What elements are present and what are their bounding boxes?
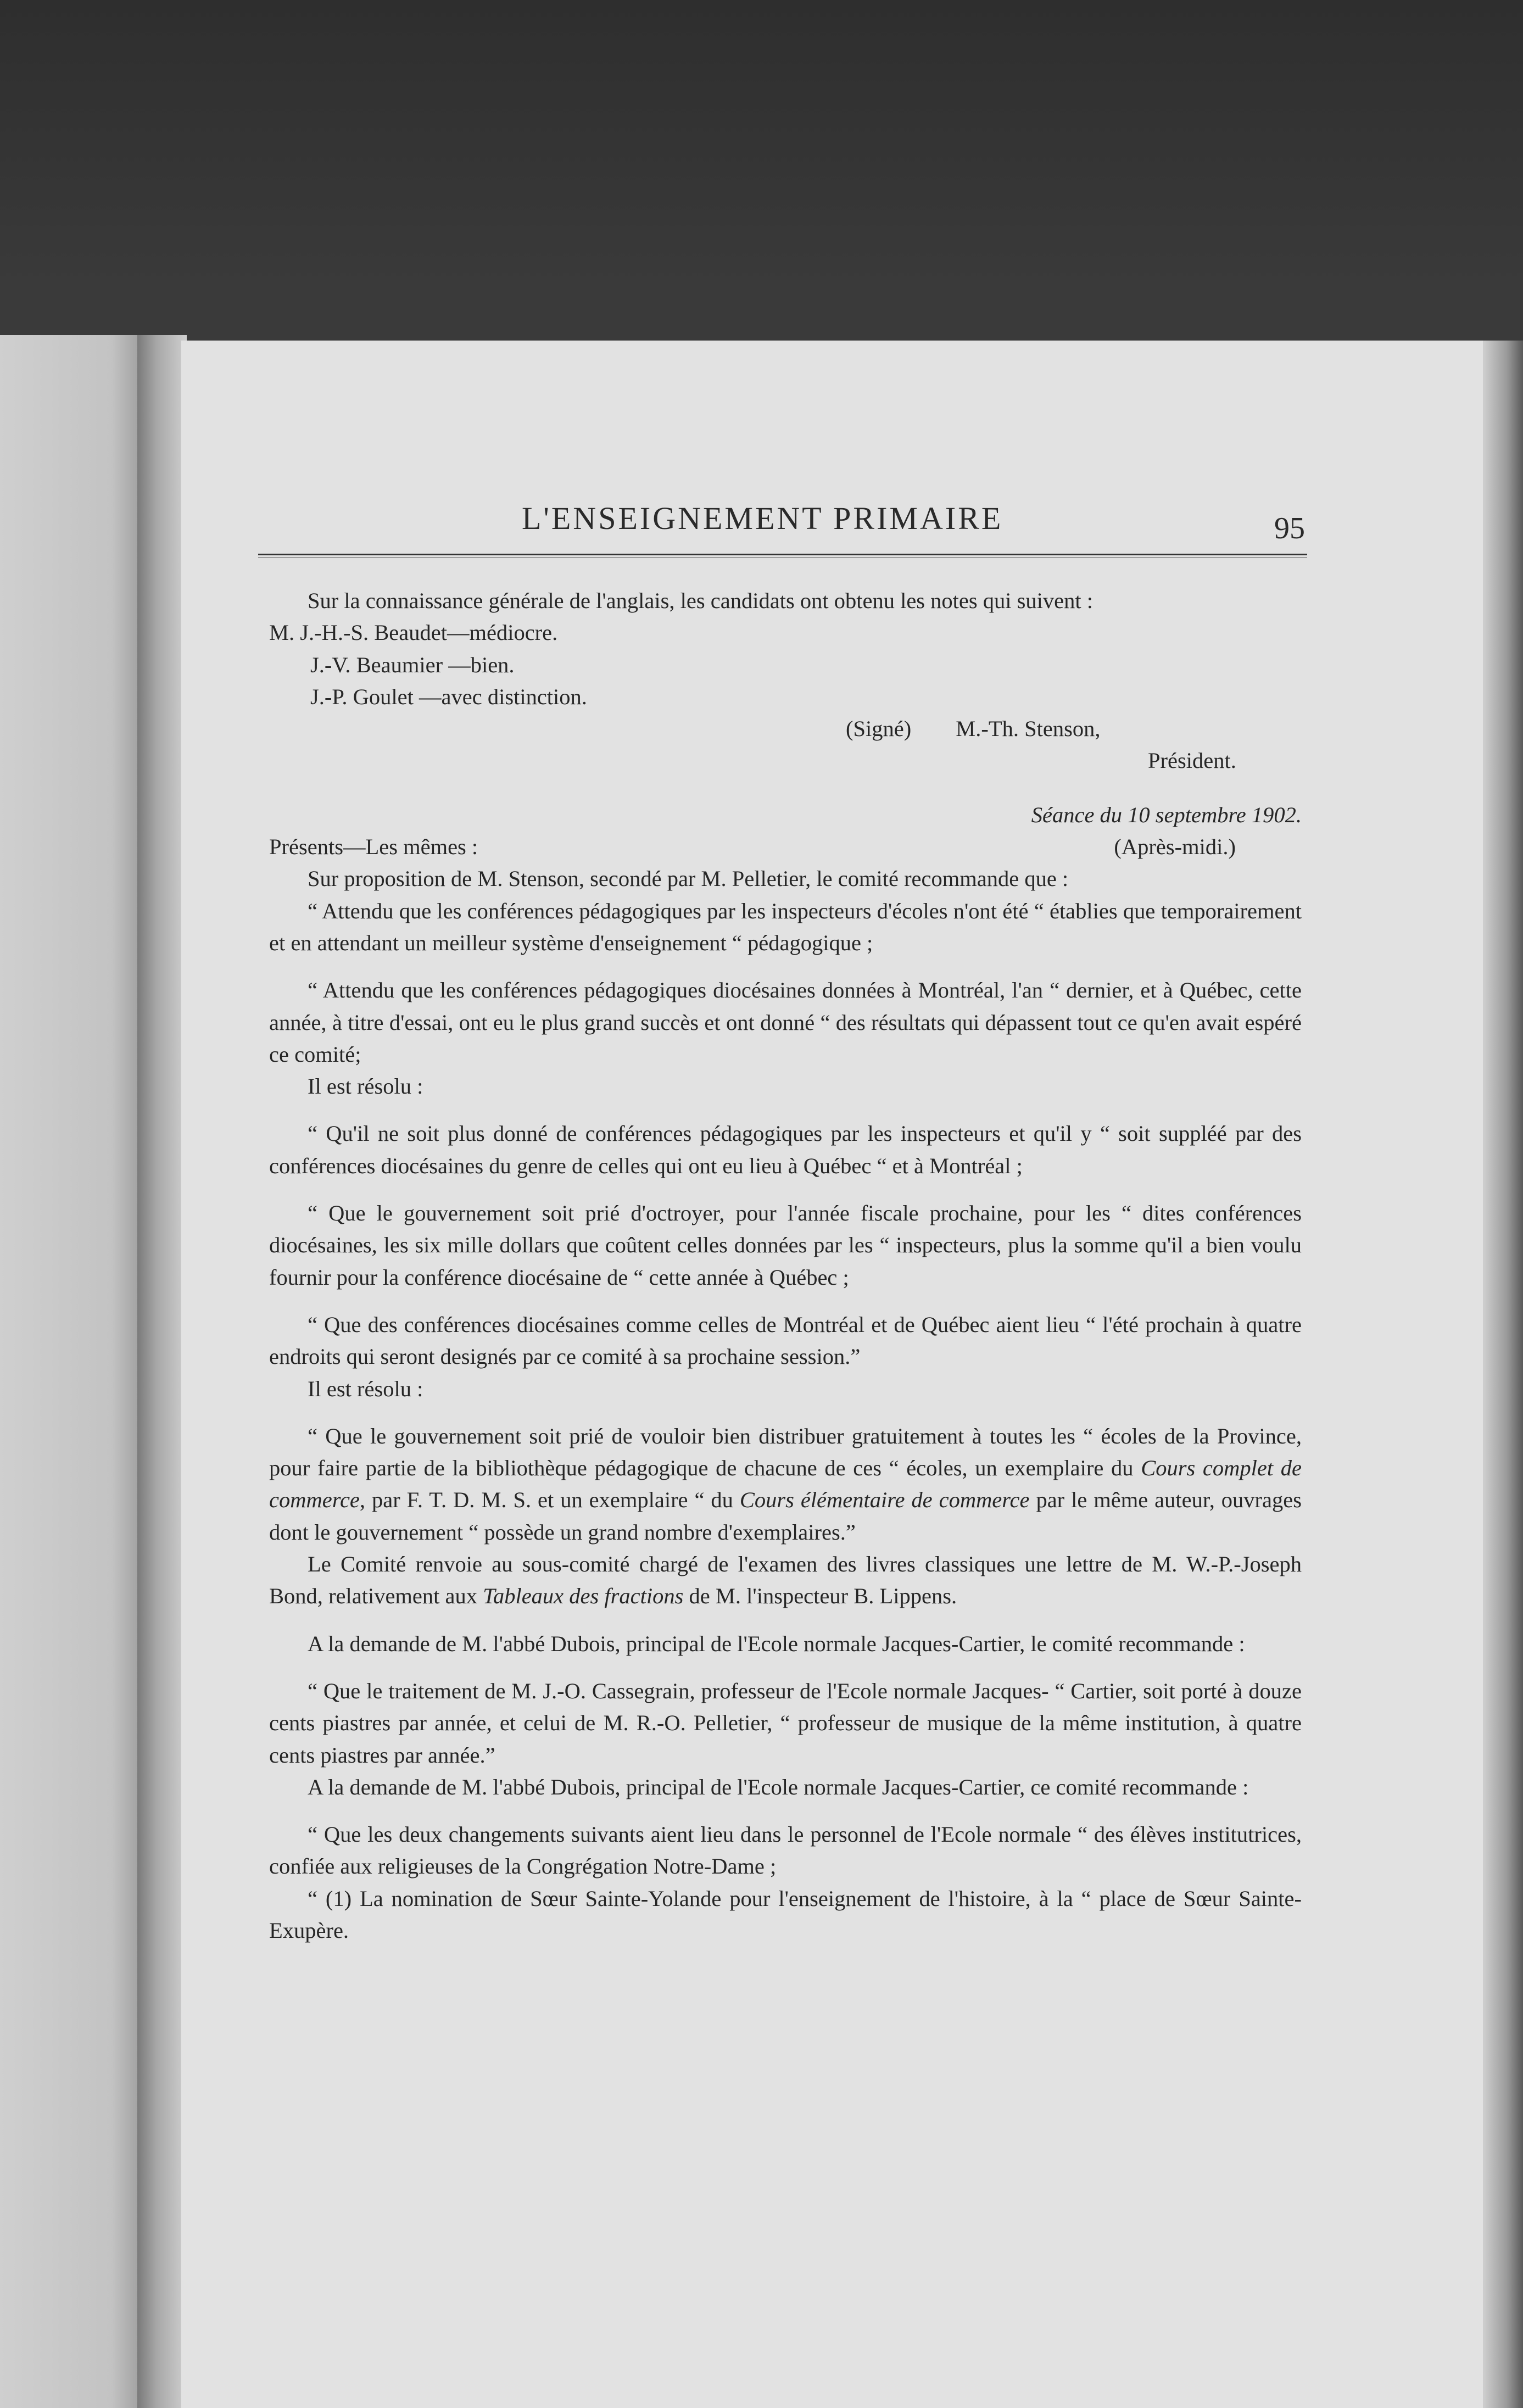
running-title: L'ENSEIGNEMENT PRIMAIRE: [522, 500, 1003, 536]
page-number: 95: [1274, 511, 1305, 545]
paragraph: Le Comité renvoie au sous-comité chargé de l'examen des livres classiques une lettre de M. W.-P.-Joseph Bond, relativement aux Tableaux des fractions de M. l'inspecteur B. Lippens.: [269, 1552, 1302, 1609]
right-page-edge: [1483, 341, 1523, 2408]
paragraph: “ Attendu que les conférences pédagogiques par les inspecteurs d'écoles n'ont été “ établies que temporairement et en attendant un meilleur système d'enseignement “ pédagogique ;: [269, 898, 1302, 955]
book-gutter: [137, 335, 187, 2408]
grade-line: J.-P. Goulet —avec distinction.: [310, 684, 587, 709]
header-rule: [258, 554, 1307, 558]
signature-line: [269, 713, 1302, 745]
paragraph: “ Qu'il ne soit plus donné de conférences pédagogiques par les inspecteurs et qu'il y “ soit suppléé par des conférences diocésaines du genre de celles qui ont eu lieu à Québec “ et à Montréal ;: [269, 1121, 1302, 1178]
signed-title: Président.: [1148, 748, 1236, 773]
left-page-edge: [0, 335, 159, 2408]
session-time: (Après-midi.): [1114, 834, 1236, 860]
paragraph: “ Que le gouvernement soit prié de vouloir bien distribuer gratuitement à toutes les “ écoles de la Province, pour faire partie de la bibliothèque pédagogique de chacune de ces “ écoles, un exemplaire du Cours complet de commerce, par F. T. D. M. S. et un exemplaire “ du Cours élémentaire de commerce par le même auteur, ouvrages dont le gouvernement “ possède un grand nombre d'exemplaires.”: [269, 1423, 1302, 1545]
paragraph: A la demande de M. l'abbé Dubois, principal de l'Ecole normale Jacques-Cartier, ce comité recommande :: [308, 1774, 1249, 1799]
book-title: Cours complet de commerce: [269, 1456, 1302, 1513]
paragraph: “ Que des conférences diocésaines comme celles de Montréal et de Québec aient lieu “ l'été prochain à quatre endroits qui seront designés par ce comité à sa prochaine session.”: [269, 1312, 1302, 1369]
paragraph: A la demande de M. l'abbé Dubois, principal de l'Ecole normale Jacques-Cartier, le comité recommande :: [308, 1631, 1245, 1656]
signed-label: (Signé): [846, 716, 912, 742]
session-date: Séance du 10 septembre 1902.: [1031, 802, 1302, 827]
page-header: [181, 500, 1494, 560]
grade-line: J.-V. Beaumier —bien.: [310, 652, 515, 677]
paragraph: “ Que le gouvernement soit prié d'octroyer, pour l'année fiscale prochaine, pour les “ dites conférences diocésaines, les six mille dollars que coûtent celles données par les “ inspecteurs, plus la somme qu'il a bien voulu fournir pour la conférence diocésaine de “ cette année à Québec ;: [269, 1201, 1302, 1290]
paragraph: “ Que les deux changements suivants aient lieu dans le personnel de l'Ecole normale “ des élèves institutrices, confiée aux religieuses de la Congrégation Notre-Dame ;: [269, 1822, 1302, 1879]
signed-name: M.-Th. Stenson,: [956, 716, 1101, 742]
paragraph: “ Que le traitement de M. J.-O. Cassegrain, professeur de l'Ecole normale Jacques- “ Cartier, soit porté à douze cents piastres par année, et celui de M. R.-O. Pelletier, “ professeur de musique de la même institution, à quatre cents piastres par année.”: [269, 1678, 1302, 1768]
page-body: [269, 585, 1302, 1947]
book-title: Cours élémentaire de commerce: [739, 1487, 1030, 1513]
paragraph: Sur la connaissance générale de l'anglais, les candidats ont obtenu les notes qui suivent :: [308, 588, 1094, 613]
paragraph: Sur proposition de M. Stenson, secondé par M. Pelletier, le comité recommande que :: [308, 866, 1069, 891]
book-title: Tableaux des fractions: [483, 1584, 684, 1609]
grade-line: M. J.-H.-S. Beaudet—médiocre.: [269, 620, 558, 645]
session-line: [269, 831, 1302, 863]
paragraph: “ Attendu que les conférences pédagogiques diocésaines données à Montréal, l'an “ dernier, et à Québec, cette année, à titre d'essai, ont eu le plus grand succès et ont donné “ des résultats qui dépassent tout ce qu'en avait espéré ce comité;: [269, 978, 1302, 1067]
book-page: [181, 341, 1494, 2408]
resolution-label: Il est résolu :: [308, 1376, 423, 1401]
resolution-label: Il est résolu :: [308, 1074, 423, 1099]
paragraph: “ (1) La nomination de Sœur Sainte-Yolande pour l'enseignement de l'histoire, à la “ place de Sœur Sainte-Exupère.: [269, 1886, 1302, 1943]
present-line: Présents—Les mêmes :: [269, 834, 478, 860]
